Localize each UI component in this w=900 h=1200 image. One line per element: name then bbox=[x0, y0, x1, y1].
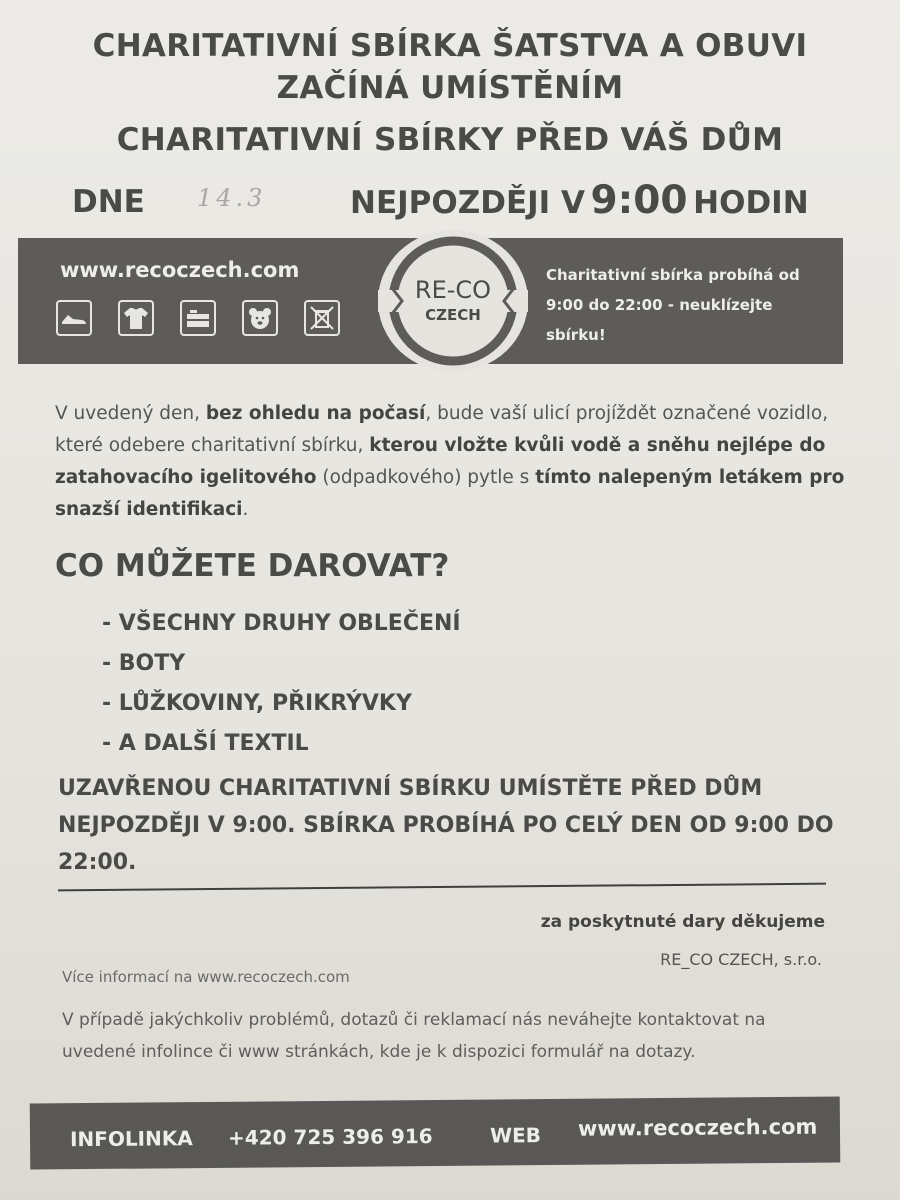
teddy-bear-icon bbox=[242, 300, 278, 336]
thanks-text: za poskytnuté dary děkujeme bbox=[540, 912, 825, 932]
headline-line-3: CHARITATIVNÍ SBÍRKY PŘED VÁŠ DŮM bbox=[116, 122, 784, 158]
banner-notice: Charitativní sbírka probíhá od 9:00 do 22:00 - neuklízejte sbírku! bbox=[546, 266, 800, 344]
reco-czech-logo bbox=[378, 230, 528, 372]
donate-list bbox=[102, 604, 461, 764]
footer-web-url: www.recoczech.com bbox=[577, 1114, 818, 1141]
more-info-text: Více informací na www.recoczech.com bbox=[62, 968, 350, 986]
date-row bbox=[72, 178, 832, 228]
info-banner bbox=[18, 238, 843, 364]
logo-line-2: CZECH bbox=[425, 306, 481, 324]
intro-paragraph bbox=[55, 398, 845, 526]
no-trash-icon bbox=[304, 300, 340, 336]
list-item: - BOTY bbox=[102, 651, 186, 676]
shoe-icon bbox=[56, 300, 92, 336]
contact-note: V případě jakýchkoliv problémů, dotazů či reklamací nás neváhejte kontaktovat na uvedené infolince či www stránkách, kde je k dispozici formulář na dotazy. bbox=[62, 1010, 766, 1062]
intro-text-2: , bude vaší ulicí projíždět označené vozidlo, které odebere charitativní sbírku, bbox=[55, 403, 829, 456]
donate-title: CO MŮŽETE DAROVAT? bbox=[55, 548, 450, 584]
intro-bold-1: bez ohledu na počasí bbox=[205, 403, 426, 424]
headline-line-1: CHARITATIVNÍ SBÍRKA ŠATSTVA A OBUVI bbox=[92, 28, 808, 64]
infoline-label: INFOLINKA bbox=[69, 1126, 193, 1152]
intro-bold-2: kterou vložte kvůli vodě a sněhu nejlépe do zatahovacího igelitového bbox=[55, 435, 826, 488]
headline-line-2: ZAČÍNÁ UMÍSTĚNÍM bbox=[276, 70, 624, 106]
deadline-text bbox=[350, 178, 809, 223]
banner-url: www.recoczech.com bbox=[60, 258, 300, 282]
handwritten-date: 14.3 bbox=[197, 184, 267, 212]
deadline-prefix: NEJPOZDĚJI V bbox=[350, 185, 585, 221]
logo-line-1: RE-CO bbox=[414, 276, 492, 304]
web-label: WEB bbox=[489, 1123, 542, 1148]
tshirt-icon bbox=[118, 300, 154, 336]
deadline-suffix: HODIN bbox=[693, 185, 809, 221]
bedding-icon bbox=[180, 300, 216, 336]
intro-text-1: V uvedený den, bbox=[55, 403, 206, 424]
list-item: - VŠECHNY DRUHY OBLEČENÍ bbox=[102, 611, 461, 636]
infoline-phone: +420 725 396 916 bbox=[227, 1124, 433, 1150]
date-label: DNE bbox=[72, 184, 145, 220]
intro-text-4: . bbox=[242, 499, 249, 520]
intro-text-3: (odpadkového) pytle s bbox=[316, 467, 536, 488]
list-item: - LŮŽKOVINY, PŘIKRÝVKY bbox=[102, 691, 412, 716]
deadline-time: 9:00 bbox=[590, 178, 688, 223]
closing-instructions: UZAVŘENOU CHARITATIVNÍ SBÍRKU UMÍSTĚTE PŘED DŮM NEJPOZDĚJI V 9:00. SBÍRKA PROBÍHÁ PO CELÝ DEN OD 9:00 DO 22:00. bbox=[58, 776, 834, 875]
company-name: RE_CO CZECH, s.r.o. bbox=[660, 950, 822, 969]
footer-bar bbox=[30, 1096, 841, 1169]
list-item: - A DALŠÍ TEXTIL bbox=[102, 731, 309, 756]
intro-bold-3: tímto nalepeným letákem pro snazší identifikaci bbox=[55, 467, 845, 520]
divider bbox=[58, 883, 826, 892]
